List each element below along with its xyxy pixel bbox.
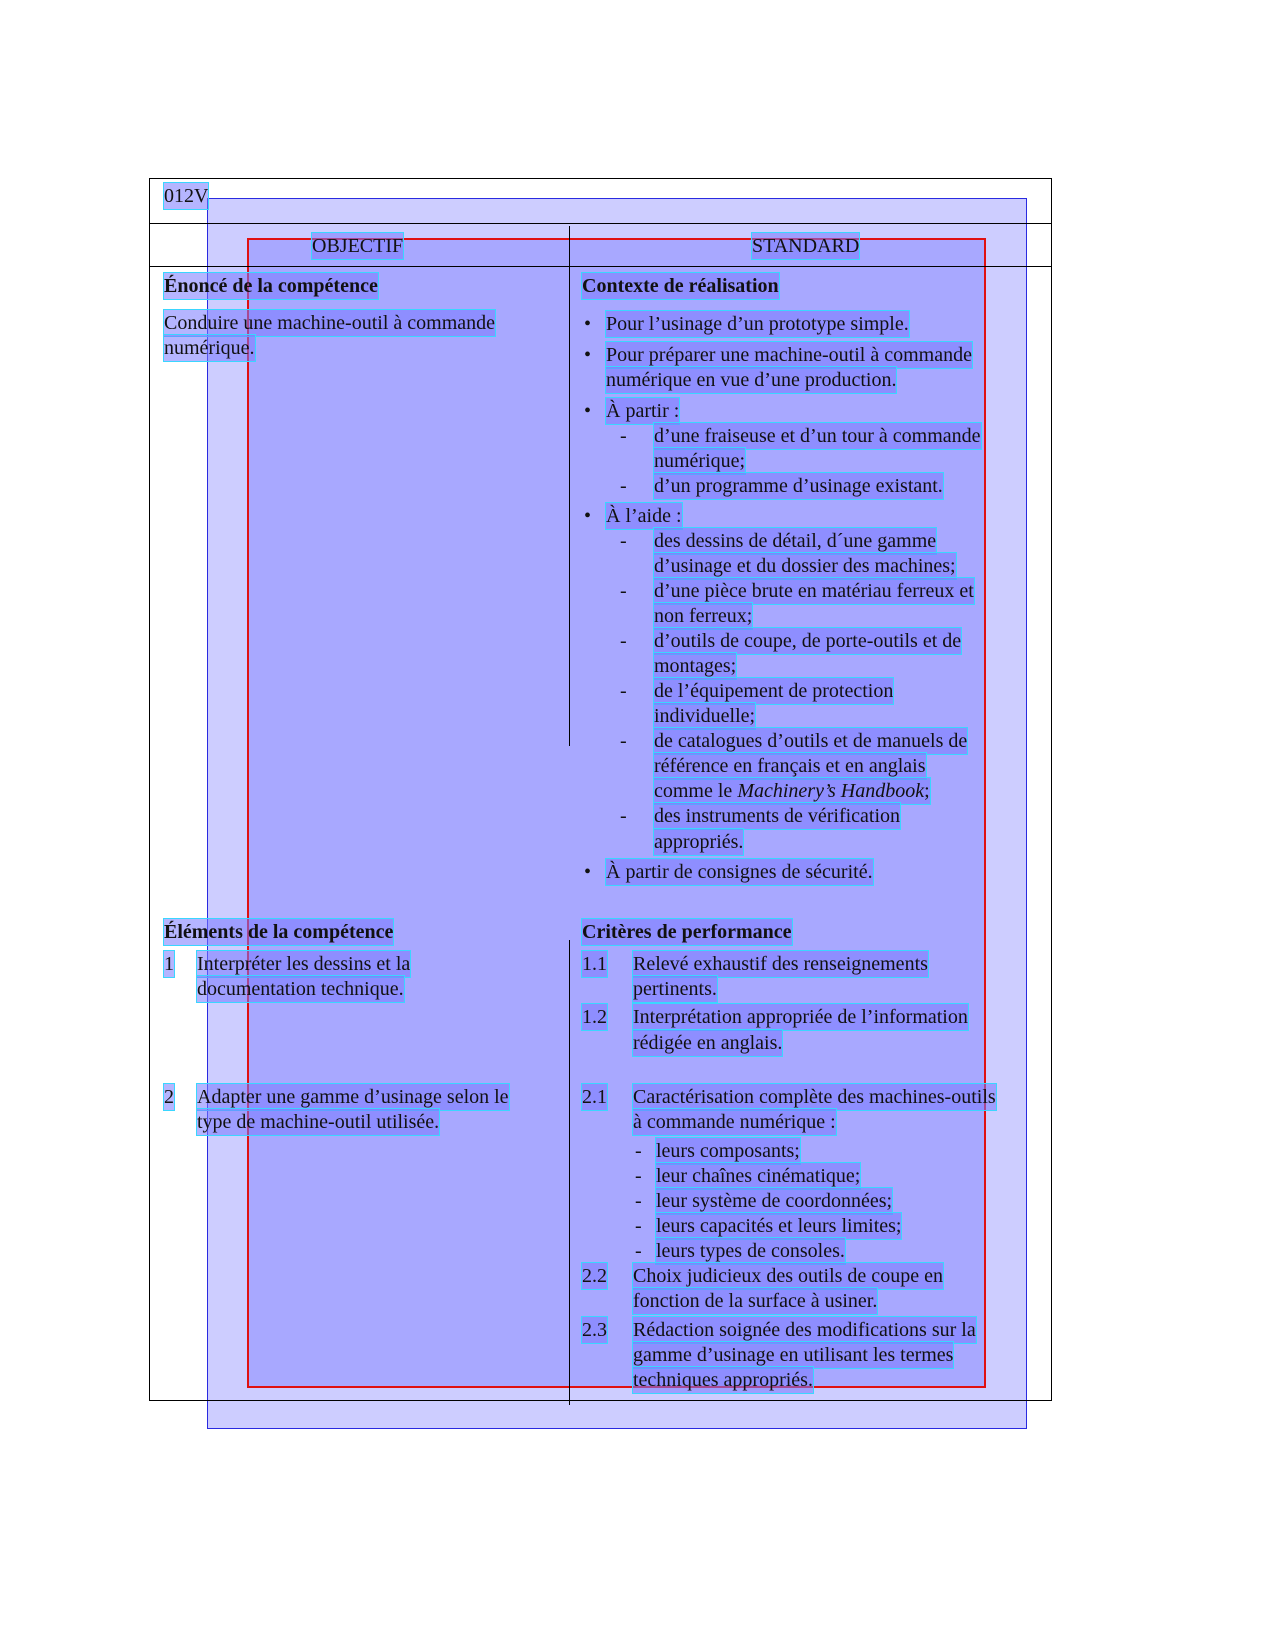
contexte-bullet: Pour préparer une machine-outil à commande (606, 344, 972, 366)
criterion-text-cont: rédigée en anglais. (633, 1032, 783, 1054)
contexte-title: Contexte de réalisation (582, 275, 779, 297)
contexte-subitem-cont: individuelle; (654, 705, 756, 727)
contexte-subitem: des instruments de vérification (654, 805, 901, 827)
contexte-subitem-cont: non ferreux; (654, 605, 753, 627)
contexte-subitem: d’une pièce brute en matériau ferreux et (654, 580, 974, 602)
bullet-marker: • (584, 400, 592, 422)
contexte-subitem-cont: montages; (654, 655, 737, 677)
contexte-bullet: À partir de consignes de sécurité. (606, 861, 873, 883)
header-objective: OBJECTIF (312, 235, 404, 257)
criterion-subitem: leurs capacités et leurs limites; (656, 1215, 902, 1237)
criterion-number: 1.1 (582, 953, 607, 975)
contexte-subitem: de l’équipement de protection (654, 680, 894, 702)
element-text-cont: documentation technique. (197, 978, 404, 1000)
criterion-number: 2.2 (582, 1265, 607, 1287)
criterion-text-cont: fonction de la surface à usiner. (633, 1290, 878, 1312)
element-number: 1 (164, 953, 174, 975)
element-text: Adapter une gamme d’usinage selon le (197, 1086, 509, 1108)
handbook-title: Machinery’s Handbook (737, 780, 925, 802)
element-text-cont: type de machine-outil utilisée. (197, 1111, 440, 1133)
criterion-number: 2.3 (582, 1319, 607, 1341)
contexte-bullet: À partir : (606, 400, 680, 422)
contexte-subitem: d’un programme d’usinage existant. (654, 475, 943, 497)
contexte-bullet-cont: numérique en vue d’une production. (606, 369, 897, 391)
header-top-rule (149, 223, 1052, 224)
bullet-marker: • (584, 313, 592, 335)
dash-marker: - (635, 1165, 642, 1187)
dash-marker: - (635, 1215, 642, 1237)
header-bottom-rule (149, 266, 1052, 267)
criterion-subitem: leurs types de consoles. (656, 1240, 845, 1262)
bullet-marker: • (584, 344, 592, 366)
bullet-marker: • (584, 505, 592, 527)
handbook-prefix: comme le (654, 780, 738, 802)
enonce-line: numérique. (164, 337, 255, 359)
contexte-subitem: d’une fraiseuse et d’un tour à commande (654, 425, 981, 447)
dash-marker: - (620, 805, 627, 827)
contexte-subitem: de catalogues d’outils et de manuels de (654, 730, 968, 752)
contexte-subitem-cont: d’usinage et du dossier des machines; (654, 555, 956, 577)
criterion-text-cont: pertinents. (633, 978, 717, 1000)
dash-marker: - (635, 1240, 642, 1262)
element-text: Interpréter les dessins et la (197, 953, 411, 975)
contexte-bullet: Pour l’usinage d’un prototype simple. (606, 313, 909, 335)
contexte-subitem: des dessins de détail, d´une gamme (654, 530, 937, 552)
contexte-subitem-cont: numérique; (654, 450, 746, 472)
dash-marker: - (620, 425, 627, 447)
criterion-text: Choix judicieux des outils de coupe en (633, 1265, 943, 1287)
dash-marker: - (620, 730, 627, 752)
criterion-number: 1.2 (582, 1006, 607, 1028)
criterion-text-cont: techniques appropriés. (633, 1369, 813, 1391)
criteres-title: Critères de performance (582, 921, 792, 943)
column-divider (569, 226, 570, 746)
criterion-subitem: leur système de coordonnées; (656, 1190, 893, 1212)
criterion-subitem: leurs composants; (656, 1140, 800, 1162)
criterion-text: Relevé exhaustif des renseignements (633, 953, 928, 975)
dash-marker: - (620, 580, 627, 602)
contexte-subitem-cont: référence en français et en anglais (654, 755, 926, 777)
dash-marker: - (635, 1140, 642, 1162)
header-standard: STANDARD (752, 235, 860, 257)
handbook-suffix: ; (924, 780, 930, 802)
enonce-line: Conduire une machine-outil à commande (164, 312, 496, 334)
competency-code: 012V (164, 185, 209, 207)
contexte-subitem: d’outils de coupe, de porte-outils et de (654, 630, 962, 652)
criterion-subitem: leur chaînes cinématique; (656, 1165, 861, 1187)
contexte-subitem-cont: appropriés. (654, 831, 744, 853)
dash-marker: - (620, 475, 627, 497)
element-number: 2 (164, 1086, 174, 1108)
criterion-text: Interprétation appropriée de l’information (633, 1006, 968, 1028)
contexte-bullet: À l’aide : (606, 505, 682, 527)
bullet-marker: • (584, 861, 592, 883)
elements-title: Éléments de la compétence (164, 921, 394, 943)
criterion-text: Caractérisation complète des machines-outils (633, 1086, 996, 1108)
contexte-subitem-cont (654, 778, 930, 804)
dash-marker: - (620, 680, 627, 702)
criterion-text-cont: gamme d’usinage en utilisant les termes (633, 1344, 954, 1366)
criterion-text-cont: à commande numérique : (633, 1111, 836, 1133)
dash-marker: - (635, 1190, 642, 1212)
criterion-text: Rédaction soignée des modifications sur la (633, 1319, 976, 1341)
dash-marker: - (620, 530, 627, 552)
criterion-number: 2.1 (582, 1086, 607, 1108)
enonce-title: Énoncé de la compétence (164, 275, 378, 297)
dash-marker: - (620, 630, 627, 652)
column-divider-lower (569, 940, 570, 1405)
